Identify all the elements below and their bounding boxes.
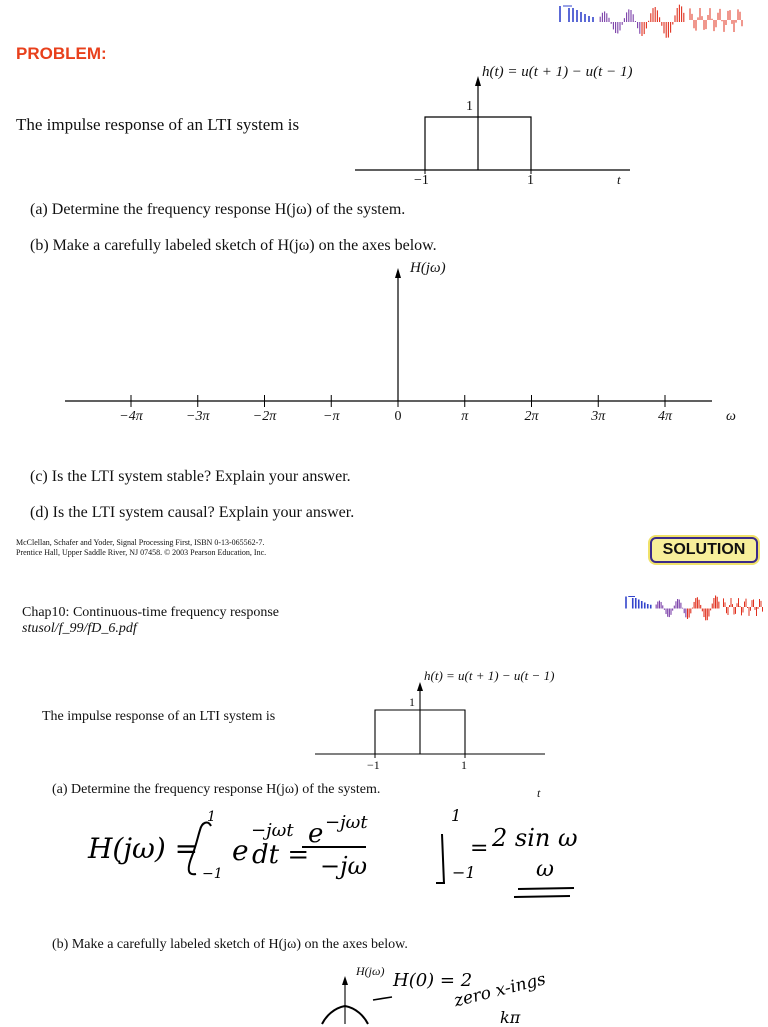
omega-tick-label: π <box>461 409 469 424</box>
omega-tick-label: 0 <box>394 409 402 424</box>
omega-tick-label: 2π <box>524 409 539 424</box>
sketch-zero-crossings-note: zero x-ings <box>452 969 548 1012</box>
hw-equals: = <box>470 836 489 861</box>
hw-integrand-exp: −jωt <box>251 820 294 841</box>
graph-title: h(t) = u(t + 1) − u(t − 1) <box>482 64 633 80</box>
copyright-line-1: McClellan, Schafer and Yoder, Signal Processing First, ISBN 0-13-065562-7. <box>16 538 265 547</box>
solution-intro: The impulse response of an LTI system is <box>42 709 276 724</box>
hw-upper-limit: 1 <box>207 809 216 825</box>
hw-dt: dt = <box>252 840 310 870</box>
solution-part-a: (a) Determine the frequency response H(jω) of the system. <box>52 782 381 797</box>
solution-part-b: (b) Make a carefully labeled sketch of H(jω) on the axes below. <box>52 937 408 952</box>
problem-heading: PROBLEM: <box>16 44 107 63</box>
axes-ylabel: H(jω) <box>410 260 446 276</box>
sketch-h0-note: H(0) = 2 <box>393 970 473 991</box>
omega-tick-label: −π <box>323 409 340 424</box>
graph-height-label: 1 <box>466 99 473 114</box>
omega-tick-label: 3π <box>591 409 606 424</box>
graph-tick-left: −1 <box>414 173 429 188</box>
problem-part-b: (b) Make a carefully labeled sketch of H(jω) on the axes below. <box>30 237 437 254</box>
solution-graph-title: h(t) = u(t + 1) − u(t − 1) <box>424 668 555 683</box>
omega-tick-label: −3π <box>186 409 210 424</box>
problem-part-a: (a) Determine the frequency response H(jω) of the system. <box>30 201 406 218</box>
solution-file: stusol/f_99/fD_6.pdf <box>22 621 137 636</box>
copyright-line-2: Prentice Hall, Upper Saddle River, NJ 07458. © 2003 Pearson Education, Inc. <box>16 548 267 557</box>
problem-part-d: (d) Is the LTI system causal? Explain your answer. <box>30 504 355 521</box>
axes-xlabel: ω <box>726 409 736 424</box>
hw-integrand: e <box>232 834 249 867</box>
hw-frac-num-exp: −jωt <box>325 812 368 833</box>
sketch-ylabel: H(jω) <box>356 964 385 978</box>
problem-part-c: (c) Is the LTI system stable? Explain your answer. <box>30 468 351 485</box>
solution-graph-tick-left: −1 <box>367 758 380 772</box>
hw-lower-limit: −1 <box>202 866 223 882</box>
omega-tick-label: −4π <box>119 409 143 424</box>
problem-intro: The impulse response of an LTI system is <box>16 115 300 134</box>
sketch-pi-note: kπ <box>500 1008 521 1027</box>
hw-lhs: H(jω) = <box>88 832 199 865</box>
solution-graph-axis-label: t <box>537 786 541 800</box>
chapter-title: Chap10: Continuous-time frequency response <box>22 605 280 620</box>
graph-tick-right: 1 <box>527 173 534 188</box>
solution-graph-height: 1 <box>409 695 415 709</box>
omega-tick-label: −2π <box>252 409 277 424</box>
hw-result-den: ω <box>536 857 554 882</box>
hw-eval-upper: 1 <box>451 806 462 825</box>
hw-frac-num: e <box>308 819 324 849</box>
omega-tick-label: 4π <box>657 409 672 424</box>
solution-button[interactable]: SOLUTION <box>650 537 758 563</box>
hw-frac-den: −jω <box>320 852 368 880</box>
hw-eval-lower: −1 <box>452 863 476 882</box>
hw-result-num: 2 sin ω <box>492 824 578 852</box>
graph-axis-label: t <box>617 172 621 187</box>
solution-graph-tick-right: 1 <box>461 758 467 772</box>
